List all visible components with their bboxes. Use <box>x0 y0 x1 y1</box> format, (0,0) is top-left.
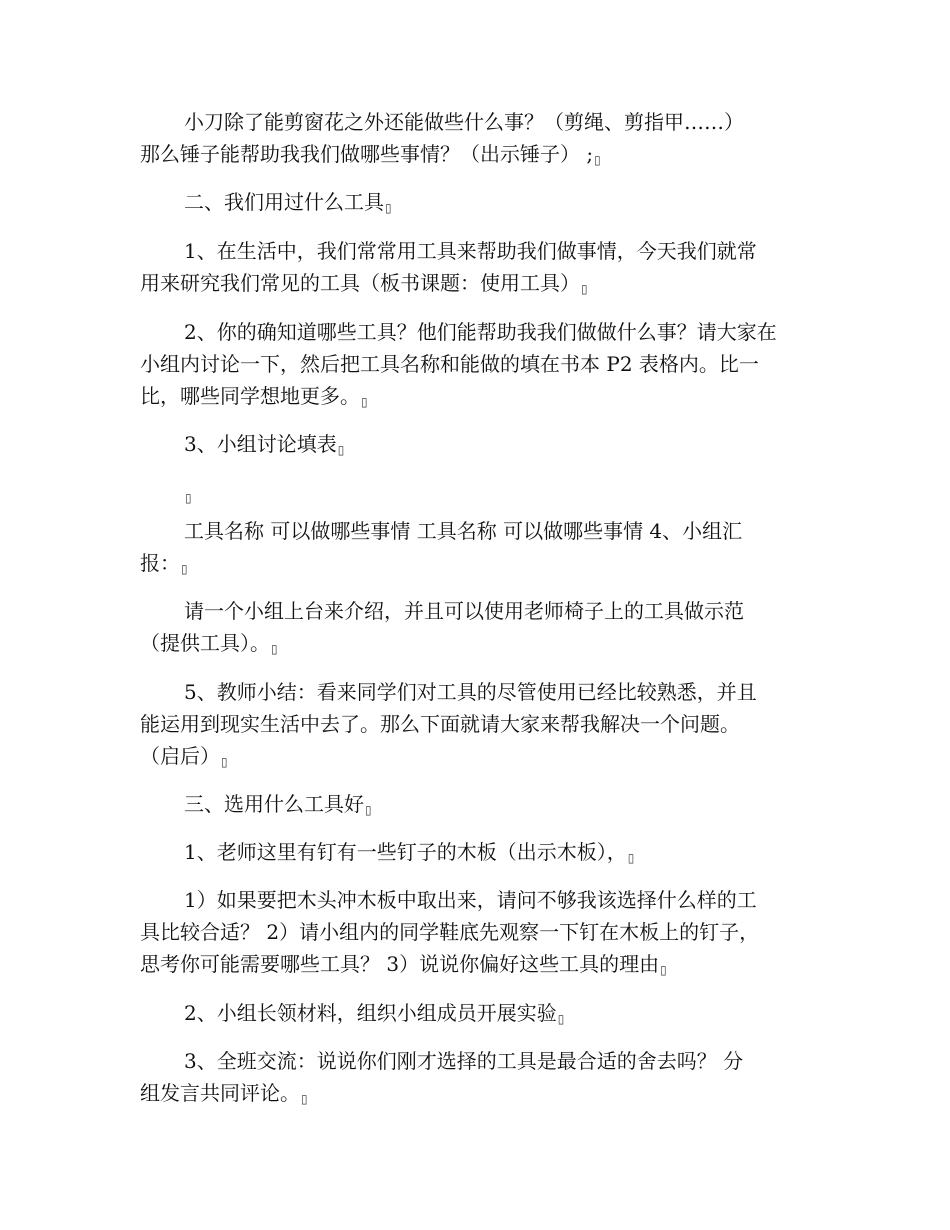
paragraph-mark-icon: ▯ <box>271 642 278 656</box>
paragraph-experiment <box>140 997 820 1029</box>
paragraph-mark-icon: ▯ <box>365 803 372 817</box>
paragraph-line: 2、小组长领材料，组织小组成员开展实验▯ <box>184 1001 565 1026</box>
paragraph-line: 工具名称 可以做哪些事情 工具名称 可以做哪些事情 4、小组汇 <box>184 519 743 543</box>
paragraph-line: 用来研究我们常见的工具（板书课题：使用工具）▯ <box>140 271 588 296</box>
paragraph-mark-icon: ▯ <box>185 491 192 505</box>
section-heading-choose-tools <box>140 788 820 820</box>
paragraph-mark-icon: ▯ <box>594 153 601 167</box>
paragraph-line: 小刀除了能剪窗花之外还能做些什么事？（剪绳、剪指甲……） <box>184 110 744 134</box>
paragraph-line: 二、我们用过什么工具▯ <box>184 190 392 215</box>
paragraph-line: 比，哪些同学想地更多。▯ <box>140 384 368 409</box>
paragraph-line <box>140 476 820 508</box>
paragraph-item-5 <box>140 676 820 772</box>
empty-paragraph <box>140 476 820 508</box>
paragraph-line: 报：▯ <box>140 551 188 576</box>
paragraph-mark-icon: ▯ <box>301 1092 308 1106</box>
paragraph-line: 请一个小组上台来介绍，并且可以使用老师椅子上的工具做示范 <box>184 599 744 623</box>
paragraph-wood-board <box>140 836 820 868</box>
paragraph-class-discussion <box>140 1045 820 1109</box>
paragraph-line: 三、选用什么工具好▯ <box>184 792 372 817</box>
paragraph-line: 组发言共同评论。▯ <box>140 1081 308 1106</box>
paragraph-mark-icon: ▯ <box>181 562 188 576</box>
paragraph-table-row <box>140 515 820 579</box>
paragraph-line: （提供工具）。▯ <box>140 631 278 656</box>
paragraph-mark-icon: ▯ <box>221 755 228 769</box>
paragraph-line: 1、老师这里有钉有一些钉子的木板（出示木板），▯ <box>184 840 635 865</box>
paragraph-line: 能运用到现实生活中去了。那么下面就请大家来帮我解决一个问题。 <box>140 712 740 736</box>
paragraph-mark-icon: ▯ <box>627 851 635 865</box>
paragraph-line: 1）如果要把木头冲木板中取出来，请问不够我该选择什么样的工 <box>184 888 757 912</box>
paragraph-line: 5、教师小结：看来同学们对工具的尽管使用已经比较熟悉，并且 <box>184 680 757 704</box>
paragraph-group-presentation <box>140 595 820 659</box>
paragraph-item-2 <box>140 316 820 412</box>
paragraph-line: 2、你的确知道哪些工具？他们能帮助我我们做做什么事？请大家在 <box>184 320 777 344</box>
paragraph-knife-uses <box>140 106 820 170</box>
paragraph-mark-icon: ▯ <box>385 201 392 215</box>
paragraph-item-1 <box>140 235 820 299</box>
paragraph-mark-icon: ▯ <box>660 963 667 977</box>
paragraph-line: 那么锤子能帮助我我们做哪些事情？（出示锤子） ;▯ <box>140 142 601 167</box>
paragraph-line: 3、小组讨论填表▯ <box>184 432 345 457</box>
paragraph-mark-icon: ▯ <box>361 395 368 409</box>
paragraph-line: 3、全班交流：说说你们刚才选择的工具是最合适的舍去吗？ 分 <box>184 1049 744 1073</box>
paragraph-line: 小组内讨论一下，然后把工具名称和能做的填在书本 P2 表格内。比一 <box>140 352 759 376</box>
paragraph-item-3 <box>140 428 820 460</box>
paragraph-mark-icon: ▯ <box>337 443 345 457</box>
paragraph-line: 1、在生活中，我们常常用工具来帮助我们做事情，今天我们就常 <box>184 239 757 263</box>
paragraph-mark-icon: ▯ <box>581 282 588 296</box>
paragraph-mark-icon: ▯ <box>557 1012 565 1026</box>
paragraph-line: 具比较合适？ 2）请小组内的同学鞋底先观察一下钉在木板上的钉子， <box>140 920 760 944</box>
paragraph-line: 思考你可能需要哪些工具？ 3）说说你偏好这些工具的理由▯ <box>140 952 667 977</box>
paragraph-line: （启后）▯ <box>140 744 228 769</box>
section-heading-tools-used <box>140 186 820 218</box>
paragraph-questions <box>140 884 820 980</box>
